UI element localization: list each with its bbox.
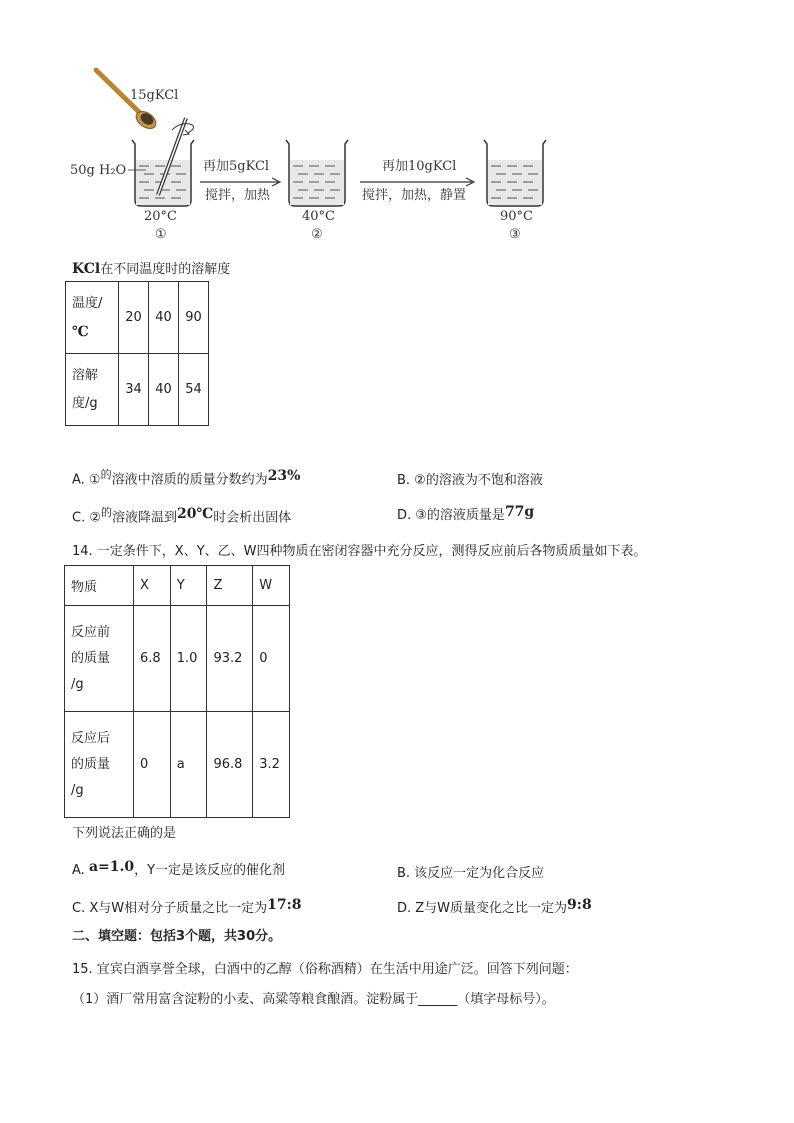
- row-label-line: /g: [71, 676, 84, 692]
- q14-option-a: [72, 859, 285, 878]
- water-label: 50g H₂O: [70, 163, 127, 178]
- option-text: 溶液降温到: [112, 510, 178, 526]
- beaker-1-number: ①: [155, 227, 167, 242]
- table-cell: 0: [134, 712, 171, 818]
- kcl-solubility-table: [65, 281, 209, 426]
- beaker-3-number: ③: [509, 227, 521, 242]
- option-value: 23%: [267, 468, 301, 485]
- row-label-line: /g: [71, 782, 84, 798]
- table-cell: 1.0: [170, 606, 207, 712]
- q15-sub-1: （1）酒厂常用富含淀粉的小麦、高粱等粮食酿酒。淀粉属于______（填字母标号）。: [72, 992, 555, 1007]
- q15-stem: 15. 宜宾白酒享誉全球，白酒中的乙醇（俗称酒精）在生活中用途广泛。回答下列问题：: [72, 962, 578, 977]
- table-cell: 96.8: [207, 712, 253, 818]
- option-sup: 的: [101, 506, 112, 519]
- table-cell: 90: [179, 282, 209, 354]
- table-header: Y: [170, 566, 207, 606]
- row-label-line: 度/g: [72, 395, 98, 411]
- option-value: 77g: [504, 504, 535, 520]
- q13-option-a: [72, 466, 300, 487]
- option-value: 20℃: [177, 506, 214, 523]
- beaker-3-icon: [484, 140, 546, 206]
- beaker-2-temp: 40°C: [302, 209, 335, 224]
- step-1-bottom-label: 搅拌，加热: [205, 188, 271, 203]
- table-cell: 54: [179, 354, 209, 426]
- row-label-line: 反应前: [71, 624, 111, 640]
- option-text: 时会析出固体: [213, 510, 292, 526]
- row-label-after: [65, 712, 134, 818]
- kcl-formula: KCl: [72, 261, 101, 277]
- q13-option-c: [72, 504, 291, 525]
- q14-question: 下列说法正确的是: [72, 826, 177, 841]
- option-text: ，Y一定是该反应的催化剂: [134, 863, 286, 878]
- kcl-caption: [72, 258, 230, 277]
- row-label-line: 溶解: [72, 367, 99, 383]
- table-cell: a: [170, 712, 207, 818]
- q14-option-b: B. 该反应一定为化合反应: [397, 866, 545, 881]
- beaker-2-icon: [286, 140, 348, 206]
- row-label-unit: ℃: [72, 323, 89, 340]
- table-cell: 93.2: [207, 606, 253, 712]
- table-row: [66, 282, 209, 354]
- table-header: X: [134, 566, 171, 606]
- option-prefix: C. ②: [72, 510, 101, 526]
- q14-option-c: [72, 897, 302, 916]
- section-heading: 二、填空题：包括3个题，共30分。: [72, 929, 282, 944]
- table-cell: 6.8: [134, 606, 171, 712]
- beaker-3-temp: 90°C: [500, 209, 533, 224]
- q14-option-d: [397, 897, 592, 916]
- step-2-top-label: 再加10gKCl: [382, 159, 457, 174]
- spoon-label: 15gKCl: [130, 88, 179, 103]
- q14-mass-table: [64, 565, 290, 818]
- q14-stem: 14. 一定条件下，X、Y、乙、W四种物质在密闭容器中充分反应，测得反应前后各物质质量如下表。: [72, 544, 647, 559]
- table-row: [65, 566, 290, 606]
- table-row: [66, 354, 209, 426]
- option-prefix: A. ①: [72, 472, 101, 488]
- step-2-bottom-label: 搅拌，加热，静置: [362, 188, 467, 203]
- table-cell: 0: [253, 606, 290, 712]
- table-cell: 40: [149, 282, 179, 354]
- row-label-line: 的质量: [71, 756, 111, 772]
- table-cell: 3.2: [253, 712, 290, 818]
- step-1-top-label: 再加5gKCl: [203, 159, 270, 174]
- row-label-before: [65, 606, 134, 712]
- option-value: a=1.0: [88, 859, 135, 875]
- option-value: 9:8: [567, 897, 592, 913]
- table-row: [65, 712, 290, 818]
- row-label-line: 的质量: [71, 650, 111, 666]
- option-text: 溶液中溶质的质量分数约为: [111, 472, 268, 488]
- beaker-2-number: ②: [311, 227, 323, 242]
- option-value: 17:8: [267, 897, 302, 913]
- q13-option-d: [397, 504, 534, 523]
- row-label-solubility: [66, 354, 119, 426]
- table-row: [65, 606, 290, 712]
- row-label-temperature: [66, 282, 119, 354]
- row-label-line: 温度/: [72, 295, 103, 311]
- kcl-caption-text: 在不同温度时的溶解度: [100, 262, 231, 277]
- beaker-1-icon: [128, 118, 194, 206]
- table-cell: 20: [119, 282, 149, 354]
- option-sup: 的: [100, 468, 112, 481]
- table-header: 物质: [65, 566, 134, 606]
- q13-option-b: B. ②的溶液为不饱和溶液: [397, 473, 543, 488]
- table-cell: 34: [119, 354, 149, 426]
- option-text: D. ③的溶液质量是: [397, 508, 505, 523]
- table-cell: 40: [149, 354, 179, 426]
- table-header: W: [253, 566, 290, 606]
- option-text: C. X与W相对分子质量之比一定为: [72, 901, 268, 916]
- table-header: Z: [207, 566, 253, 606]
- option-text: D. Z与W质量变化之比一定为: [397, 901, 568, 916]
- row-label-line: 反应后: [71, 730, 111, 746]
- option-prefix: A.: [72, 863, 89, 878]
- experiment-diagram: [60, 60, 560, 250]
- beaker-1-temp: 20°C: [144, 209, 177, 224]
